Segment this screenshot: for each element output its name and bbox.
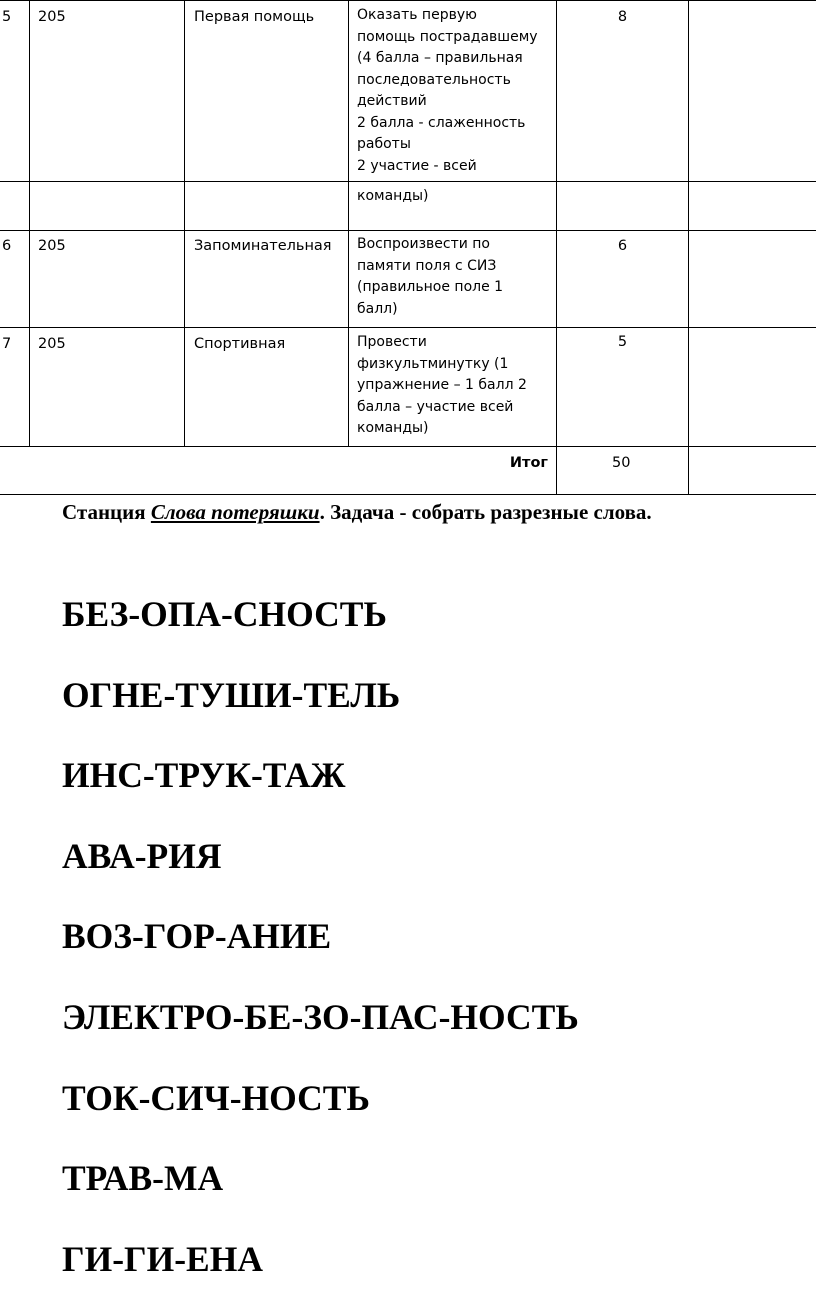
cut-word: ГИ-ГИ-ЕНА: [62, 1238, 263, 1279]
total-value: 50: [612, 455, 631, 471]
table-col-divider: [184, 0, 185, 447]
station-task: . Задача - собрать разрезные слова.: [319, 500, 652, 524]
total-label: Итог: [509, 455, 548, 471]
room-number: 205: [38, 336, 66, 352]
points: 8: [617, 9, 628, 25]
table-row-divider: [0, 230, 816, 231]
points: 5: [617, 334, 628, 350]
task-description: Оказать первую помощь пострадавшему (4 балла – правильная последовательность действий 2 балла - слаженность работы 2 участие - всей: [357, 7, 538, 174]
row-number: 6: [2, 238, 12, 254]
task-description: Воспроизвести по памяти поля с СИЗ (правильное поле 1 балл): [357, 236, 504, 317]
table-border-top: [0, 0, 816, 1]
cut-word: ТОК-СИЧ-НОСТЬ: [62, 1077, 370, 1118]
table-col-divider: [688, 0, 689, 495]
table-border-bottom: [0, 494, 816, 495]
table-col-divider: [348, 0, 349, 447]
task-description-continued: команды): [357, 188, 429, 204]
cut-words-list: [62, 574, 579, 1299]
table-row-divider: [0, 181, 816, 182]
table-row-divider: [0, 446, 816, 447]
cut-word: ИНС-ТРУК-ТАЖ: [62, 755, 346, 796]
row-number: 5: [2, 9, 12, 25]
room-number: 205: [38, 238, 66, 254]
station-name: Запоминательная: [194, 238, 332, 254]
points: 6: [617, 238, 628, 254]
cut-word: АВА-РИЯ: [62, 835, 222, 876]
cut-word: ОГНЕ-ТУШИ-ТЕЛЬ: [62, 674, 401, 715]
station-heading: [62, 498, 652, 526]
cut-word: БЕЗ-ОПА-СНОСТЬ: [62, 594, 387, 634]
station-prefix: Станция: [62, 500, 151, 524]
table-col-divider: [29, 0, 30, 447]
cut-word: ВОЗ-ГОР-АНИЕ: [62, 916, 332, 957]
station-name: Первая помощь: [194, 9, 315, 25]
task-description: Провести физкультминутку (1 упражнение – 1 балл 2 балла – участие всей команды): [357, 334, 527, 436]
room-number: 205: [38, 9, 66, 25]
row-number: 7: [2, 336, 12, 352]
station-name-title: Слова потеряшки: [150, 500, 320, 524]
cut-word: ЭЛЕКТРО-БЕ-ЗО-ПАС-НОСТЬ: [62, 996, 579, 1037]
table-row-divider: [0, 327, 816, 328]
cut-word: ТРАВ-МА: [62, 1158, 224, 1199]
station-name: Спортивная: [194, 336, 286, 352]
